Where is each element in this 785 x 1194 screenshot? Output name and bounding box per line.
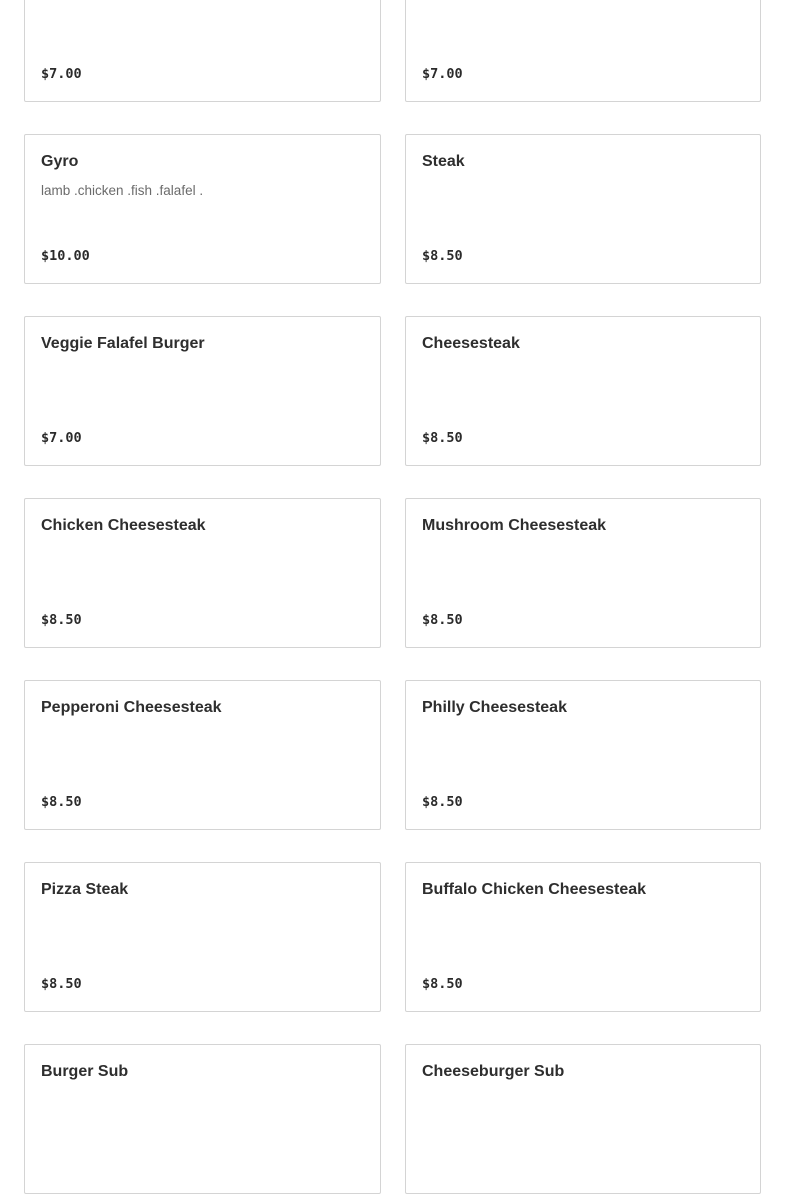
menu-items-grid [24, 0, 761, 1194]
menu-item-name: Mushroom Cheesesteak [422, 517, 607, 534]
menu-item-card-cheeseburger-sub[interactable] [405, 1044, 761, 1194]
menu-item-price: $8.50 [422, 612, 463, 628]
menu-item-name: Steak [422, 153, 465, 170]
menu-item-price: $8.50 [41, 612, 82, 628]
menu-item-name: Veggie Falafel Burger [41, 335, 205, 352]
menu-item-price: $8.50 [422, 794, 463, 810]
menu-item-price: $8.50 [422, 976, 463, 992]
menu-item-name: Cheeseburger Sub [422, 1063, 565, 1080]
menu-item-card-cheesesteak[interactable] [405, 316, 761, 466]
menu-item-card-pepperoni-cheesesteak[interactable] [24, 680, 381, 830]
menu-item-price: $8.50 [422, 430, 463, 446]
menu-item-price: $10.00 [41, 248, 90, 264]
menu-item-card-veggie-falafel-burger[interactable] [24, 316, 381, 466]
menu-item-card-philly-cheesesteak[interactable] [405, 680, 761, 830]
menu-item-price: $8.50 [41, 976, 82, 992]
menu-item-card-chicken-cheesesteak[interactable] [24, 498, 381, 648]
menu-item-description: lamb .chicken .fish .falafel . [41, 183, 204, 198]
menu-item-card[interactable] [24, 0, 381, 102]
menu-item-card-burger-sub[interactable] [24, 1044, 381, 1194]
menu-item-name: Buffalo Chicken Cheesesteak [422, 881, 647, 898]
menu-item-name: Gyro [41, 153, 79, 170]
menu-item-card-gyro[interactable] [24, 134, 381, 284]
menu-item-price: $8.50 [41, 794, 82, 810]
menu-item-name: Philly Cheesesteak [422, 699, 567, 716]
menu-item-price: $7.00 [422, 66, 463, 82]
menu-item-card-pizza-steak[interactable] [24, 862, 381, 1012]
menu-item-name: Chicken Cheesesteak [41, 517, 206, 534]
menu-item-card-steak[interactable] [405, 134, 761, 284]
menu-item-name: Burger Sub [41, 1063, 129, 1080]
menu-item-name: Pepperoni Cheesesteak [41, 699, 222, 716]
menu-item-card-buffalo-chicken-cheesesteak[interactable] [405, 862, 761, 1012]
menu-item-name: Cheesesteak [422, 335, 520, 352]
menu-item-card-mushroom-cheesesteak[interactable] [405, 498, 761, 648]
menu-item-price: $7.00 [41, 430, 82, 446]
menu-item-card[interactable] [405, 0, 761, 102]
menu-item-name: Pizza Steak [41, 881, 129, 898]
menu-item-price: $8.50 [422, 248, 463, 264]
menu-item-price: $7.00 [41, 66, 82, 82]
